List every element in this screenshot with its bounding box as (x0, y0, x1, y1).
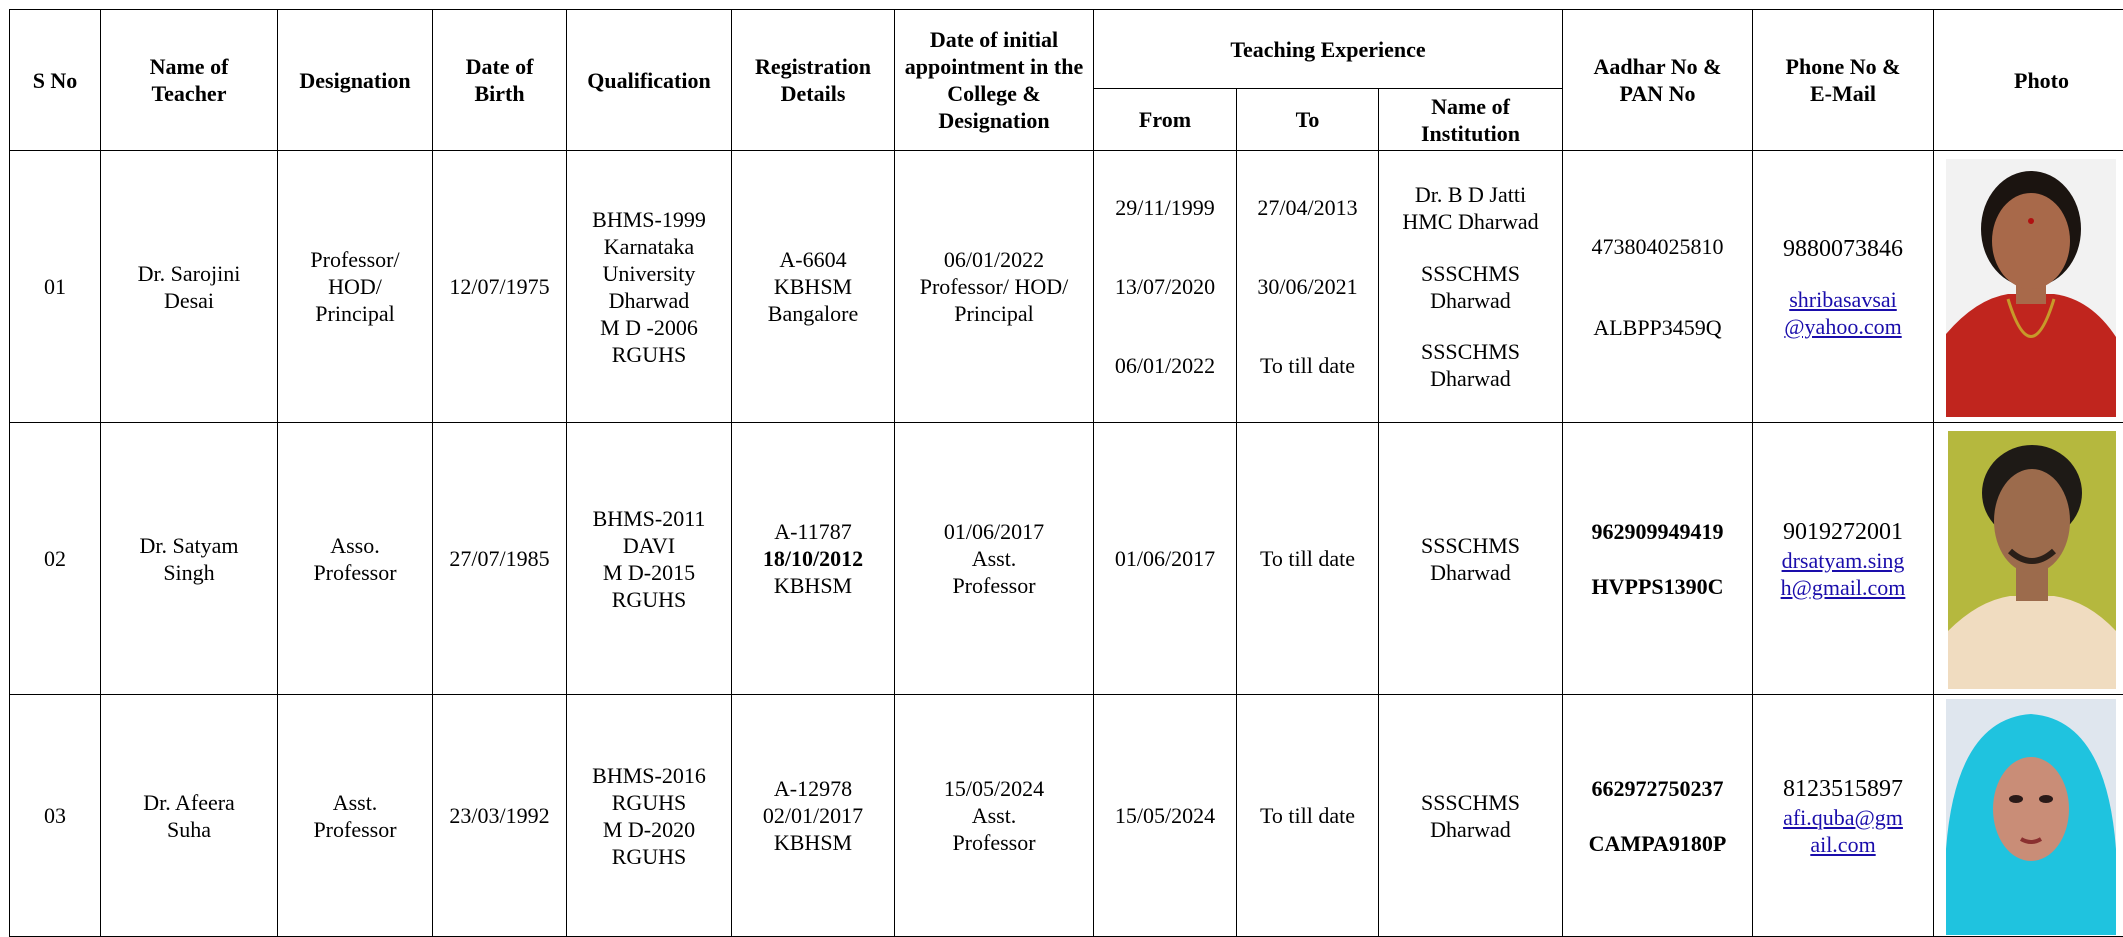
header-phone-email: Phone No & E-Mail (1753, 10, 1934, 151)
email-link[interactable]: drsatyam.sing h@gmail.com (1756, 547, 1930, 601)
pan-number: CAMPA9180P (1566, 830, 1749, 857)
cell-registration: A-11787 18/10/2012 KBHSM (732, 423, 895, 695)
email-link[interactable]: shribasavsai @yahoo.com (1756, 286, 1930, 340)
cell-exp-from (1094, 151, 1237, 423)
phone-number: 8123515897 (1756, 774, 1930, 804)
cell-designation: Asst. Professor (278, 695, 433, 937)
header-aadhar-pan: Aadhar No & PAN No (1563, 10, 1753, 151)
exp-from-2: 13/07/2020 (1097, 247, 1233, 326)
cell-registration: A-6604 KBHSM Bangalore (732, 151, 895, 423)
cell-appointment: 06/01/2022 Professor/ HOD/ Principal (895, 151, 1094, 423)
cell-designation: Asso. Professor (278, 423, 433, 695)
cell-aadhar-pan (1563, 151, 1753, 423)
cell-phone-email (1753, 695, 1934, 937)
cell-name: Dr. Sarojini Desai (101, 151, 278, 423)
cell-sno: 02 (10, 423, 101, 695)
table-row (10, 423, 2123, 695)
header-qualification: Qualification (567, 10, 732, 151)
cell-qualification: BHMS-1999 Karnataka University Dharwad M D -2006 RGUHS (567, 151, 732, 423)
exp-to-3: To till date (1240, 326, 1375, 405)
header-photo: Photo (1934, 10, 2123, 151)
header-sno: S No (10, 10, 101, 151)
cell-exp-institution: SSSCHMS Dharwad (1379, 423, 1563, 695)
exp-institution-2: SSSCHMS Dharwad (1382, 247, 1559, 326)
phone-number: 9019272001 (1756, 517, 1930, 547)
photo-face (1993, 757, 2069, 861)
exp-from-3: 06/01/2022 (1097, 326, 1233, 405)
cell-phone-email (1753, 423, 1934, 695)
exp-from-1: 29/11/1999 (1097, 169, 1233, 248)
cell-qualification: BHMS-2011 DAVI M D-2015 RGUHS (567, 423, 732, 695)
teacher-photo (1946, 699, 2116, 935)
cell-dob: 12/07/1975 (433, 151, 567, 423)
cell-qualification: BHMS-2016 RGUHS M D-2020 RGUHS (567, 695, 732, 937)
header-exp-to: To (1237, 89, 1379, 151)
cell-exp-to: To till date (1237, 423, 1379, 695)
cell-photo (1934, 151, 2123, 423)
pan-number: HVPPS1390C (1566, 573, 1749, 600)
cell-name: Dr. Satyam Singh (101, 423, 278, 695)
header-name: Name of Teacher (101, 10, 278, 151)
cell-registration: A-12978 02/01/2017 KBHSM (732, 695, 895, 937)
cell-exp-institution: SSSCHMS Dharwad (1379, 695, 1563, 937)
header-exp-institution: Name of Institution (1379, 89, 1563, 151)
cell-sno: 03 (10, 695, 101, 937)
cell-exp-to (1237, 151, 1379, 423)
cell-exp-from: 01/06/2017 (1094, 423, 1237, 695)
aadhar-number: 662972750237 (1566, 775, 1749, 802)
cell-exp-from: 15/05/2024 (1094, 695, 1237, 937)
cell-exp-institution (1379, 151, 1563, 423)
photo-clothing (1946, 294, 2116, 417)
header-row (10, 10, 2123, 89)
header-exp-from: From (1094, 89, 1237, 151)
cell-dob: 27/07/1985 (433, 423, 567, 695)
cell-name: Dr. Afeera Suha (101, 695, 278, 937)
table-row (10, 695, 2123, 937)
cell-appointment: 01/06/2017 Asst. Professor (895, 423, 1094, 695)
exp-institution-1: Dr. B D Jatti HMC Dharwad (1382, 169, 1559, 248)
exp-to-2: 30/06/2021 (1240, 247, 1375, 326)
header-dob: Date of Birth (433, 10, 567, 151)
cell-appointment: 15/05/2024 Asst. Professor (895, 695, 1094, 937)
cell-exp-to: To till date (1237, 695, 1379, 937)
cell-photo (1934, 423, 2123, 695)
cell-aadhar-pan (1563, 695, 1753, 937)
exp-institution-3: SSSCHMS Dharwad (1382, 326, 1559, 405)
aadhar-number: 473804025810 (1566, 233, 1749, 260)
email-link[interactable]: afi.quba@gm ail.com (1756, 804, 1930, 858)
photo-face (1992, 193, 2070, 289)
header-teaching-experience: Teaching Experience (1094, 10, 1563, 89)
header-appointment: Date of initial appointment in the College & Designation (895, 10, 1094, 151)
cell-dob: 23/03/1992 (433, 695, 567, 937)
photo-face (1994, 469, 2070, 573)
cell-photo (1934, 695, 2123, 937)
cell-designation: Professor/ HOD/ Principal (278, 151, 433, 423)
header-designation: Designation (278, 10, 433, 151)
header-registration: Registration Details (732, 10, 895, 151)
phone-number: 9880073846 (1756, 234, 1930, 264)
cell-phone-email (1753, 151, 1934, 423)
faculty-table (9, 9, 2123, 937)
teacher-photo (1946, 159, 2116, 417)
exp-to-1: 27/04/2013 (1240, 169, 1375, 248)
teacher-photo (1948, 431, 2116, 689)
aadhar-number: 962909949419 (1566, 518, 1749, 545)
table-row (10, 151, 2123, 423)
pan-number: ALBPP3459Q (1566, 314, 1749, 341)
cell-aadhar-pan (1563, 423, 1753, 695)
cell-sno: 01 (10, 151, 101, 423)
